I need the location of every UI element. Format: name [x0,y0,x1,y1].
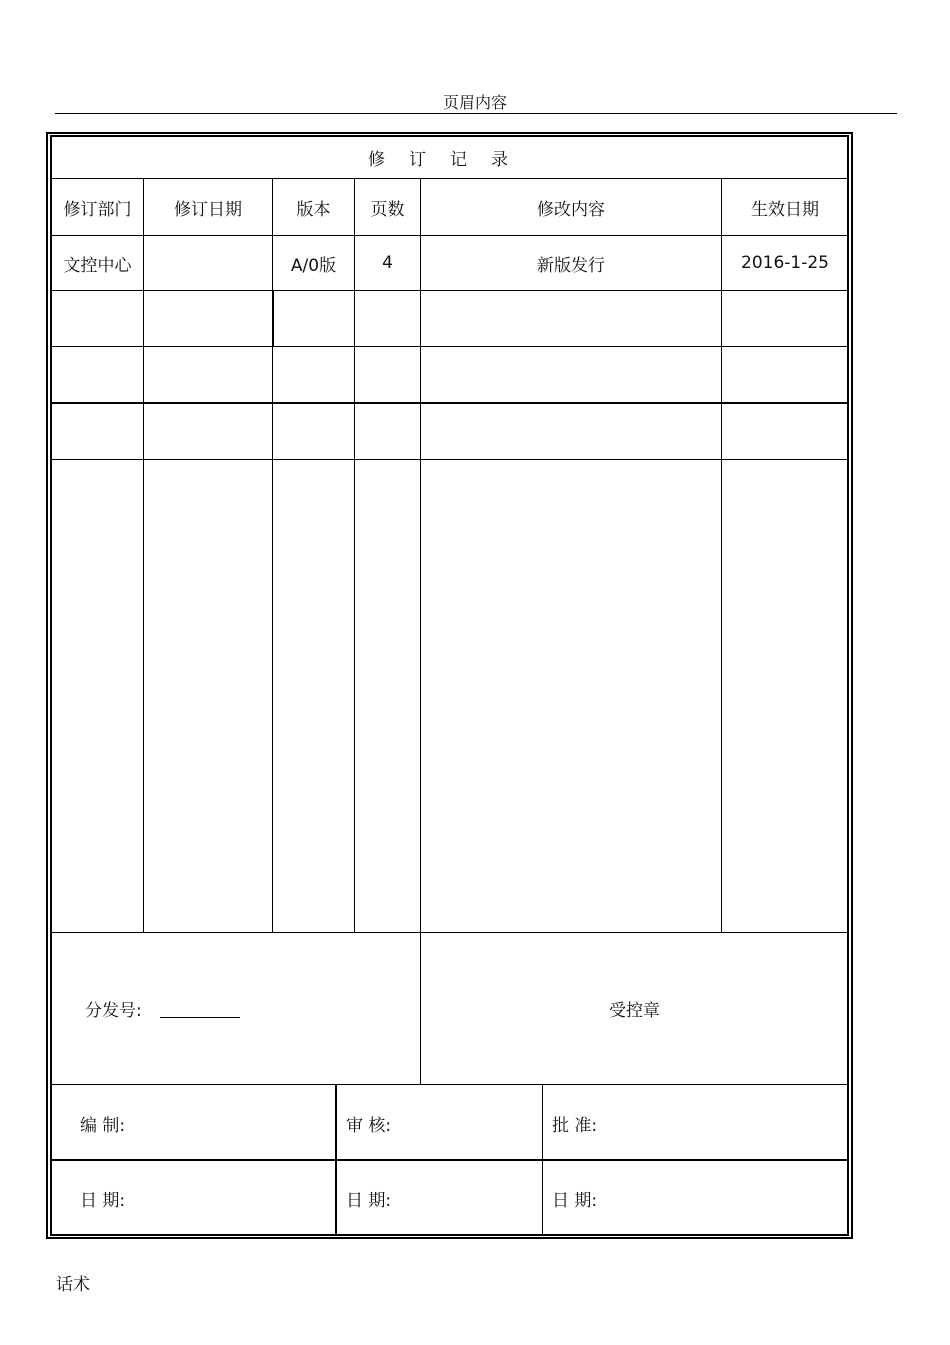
table-cell: A/0版 [290,255,337,276]
reviewed-date-label: 日 期: [346,1190,392,1211]
column-divider [721,178,722,932]
column-divider [335,1085,337,1235]
column-divider [143,178,144,932]
reviewed-by-label: 审 核: [346,1115,392,1136]
distribution-label: 分发号: [85,1001,142,1021]
table-cell: 文控中心 [63,255,132,276]
divider [51,290,848,291]
column-header-pages: 页数 [370,199,405,220]
column-header-version: 版本 [296,199,331,220]
page-footer: 话术 [56,1275,90,1295]
distribution-number [85,933,415,1084]
controlled-stamp-label: 受控章 [609,1001,660,1021]
header-rule [55,113,897,114]
approved-by-label: 批 准: [552,1115,598,1136]
prepared-date-label: 日 期: [80,1190,126,1211]
column-header-change-content: 修改内容 [537,199,605,220]
approved-date-label: 日 期: [552,1190,598,1211]
table-title: 修订记录 [368,149,532,170]
page-header: 页眉内容 [442,93,507,112]
column-divider [354,178,355,932]
distribution-blank [160,999,240,1018]
divider [51,346,848,347]
table-cell [144,236,272,290]
column-header-revision-date: 修订日期 [174,199,242,220]
column-header-effective-date: 生效日期 [751,199,819,220]
divider [51,402,848,404]
prepared-by-label: 编 制: [80,1115,126,1136]
table-cell: 2016-1-25 [741,253,829,273]
column-header-department: 修订部门 [63,199,132,220]
column-divider [542,1085,543,1235]
table-cell: 4 [382,253,393,273]
divider [51,459,848,460]
column-divider [272,291,274,347]
divider [51,1084,848,1085]
table-cell: 新版发行 [537,255,605,276]
